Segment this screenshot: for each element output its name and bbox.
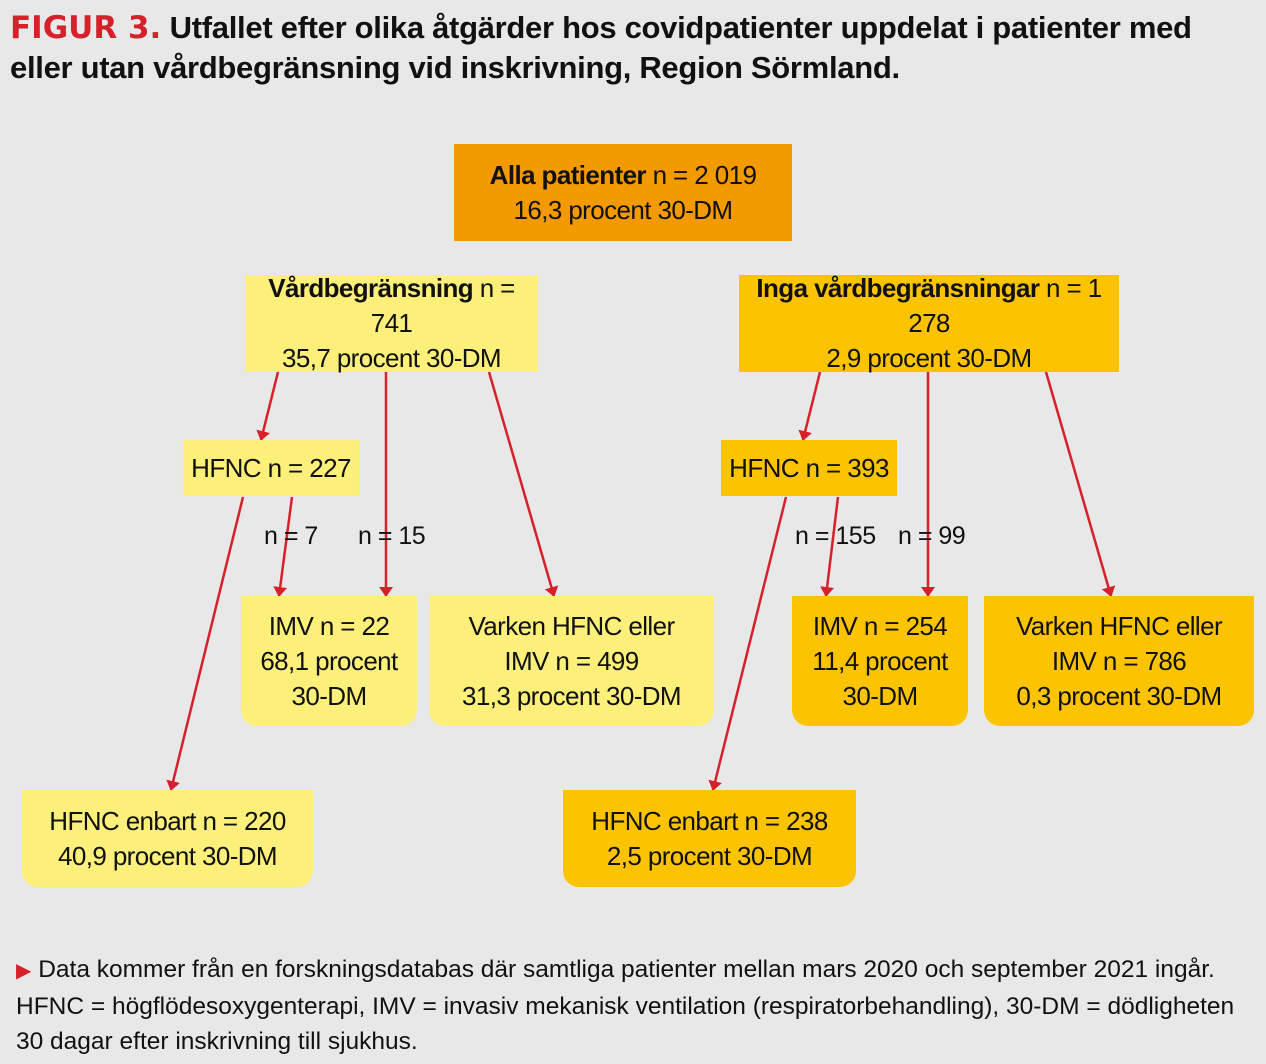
node-unlimited-rate: 2,9 procent 30-DM xyxy=(826,343,1032,373)
node-all-rate: 16,3 procent 30-DM xyxy=(513,194,733,225)
node-unlimited-imv-line3: 30-DM xyxy=(842,680,918,711)
arrow-limited-to-hfnc xyxy=(261,372,278,440)
node-unlimited-hfnc-label: HFNC n = 393 xyxy=(729,452,889,483)
node-no-limited-care xyxy=(739,275,1119,372)
node-limited-imv-line2: 68,1 procent xyxy=(260,645,398,676)
node-limited-hfnc-only xyxy=(22,790,313,887)
edge-label-limited-direct-imv: n = 15 xyxy=(358,522,426,550)
note-marker-icon: ▶ xyxy=(16,960,32,982)
node-unlimited-imv-line1: IMV n = 254 xyxy=(812,610,948,641)
node-limited-hfnc xyxy=(183,440,359,496)
node-all-n: n = 2 019 xyxy=(652,159,757,190)
node-unlimited-hfnc xyxy=(721,440,897,496)
node-all-name: Alla patienter xyxy=(489,159,646,190)
figure-label: FIGUR 3. xyxy=(10,10,162,46)
edge-label-unlimited-direct-imv: n = 99 xyxy=(898,522,966,550)
arrow-unlimited-hfnc-to-only xyxy=(713,497,786,790)
arrow-unlimited-to-neither xyxy=(1046,372,1111,596)
node-all-patients xyxy=(454,144,792,241)
node-limited-neither xyxy=(429,596,714,726)
node-limited-hfnc-only-line2: 40,9 procent 30-DM xyxy=(58,840,277,871)
node-limited-imv-line1: IMV n = 22 xyxy=(268,610,390,641)
node-unlimited-neither-line1: Varken HFNC eller xyxy=(1015,610,1223,641)
arrow-unlimited-to-hfnc xyxy=(803,372,820,440)
node-unlimited-hfnc-only xyxy=(563,790,856,887)
node-limited-neither-line1: Varken HFNC eller xyxy=(468,610,675,641)
figure-note xyxy=(16,952,1246,1059)
node-limited-hfnc-label: HFNC n = 227 xyxy=(191,452,351,483)
node-unlimited-n: n = 1 278 xyxy=(908,273,1102,338)
node-limited-care xyxy=(245,275,538,372)
node-limited-name: Vårdbegränsning xyxy=(268,273,474,303)
node-unlimited-hfnc-only-line1: HFNC enbart n = 238 xyxy=(591,805,828,836)
arrow-limited-hfnc-to-only xyxy=(171,497,243,790)
node-unlimited-hfnc-only-line2: 2,5 procent 30-DM xyxy=(606,840,813,871)
node-unlimited-name: Inga vårdbegränsningar xyxy=(756,273,1040,303)
edge-label-limited-hfnc-imv: n = 7 xyxy=(264,522,318,550)
node-limited-neither-line3: 31,3 procent 30-DM xyxy=(462,680,681,711)
node-limited-imv xyxy=(241,596,417,726)
node-limited-rate: 35,7 procent 30-DM xyxy=(282,343,501,373)
node-unlimited-neither-line2: IMV n = 786 xyxy=(1051,645,1187,676)
node-limited-hfnc-only-line1: HFNC enbart n = 220 xyxy=(49,805,286,836)
node-unlimited-neither xyxy=(984,596,1254,726)
node-limited-neither-line2: IMV n = 499 xyxy=(504,645,639,676)
node-unlimited-imv xyxy=(792,596,968,726)
edge-label-unlimited-hfnc-imv: n = 155 xyxy=(795,522,876,550)
node-limited-n: n = 741 xyxy=(370,273,515,338)
node-unlimited-imv-line2: 11,4 procent xyxy=(812,645,948,676)
arrow-limited-to-neither xyxy=(489,372,554,596)
figure-title-text: Utfallet efter olika åtgärder hos covidpatienter uppdelat i patienter med eller utan vårdbegränsning vid inskrivning, Region Sörmland. xyxy=(10,10,1192,85)
node-limited-imv-line3: 30-DM xyxy=(291,680,367,711)
note-text: Data kommer från en forskningsdatabas där samtliga patienter mellan mars 2020 och september 2021 ingår. HFNC = högflödesoxygenterapi, IMV = invasiv mekanisk ventilation (respiratorbehandling), 30-DM = dödligheten 30 dagar efter inskrivning till sjukhus. xyxy=(16,956,1235,1055)
node-unlimited-neither-line3: 0,3 procent 30-DM xyxy=(1016,680,1222,711)
